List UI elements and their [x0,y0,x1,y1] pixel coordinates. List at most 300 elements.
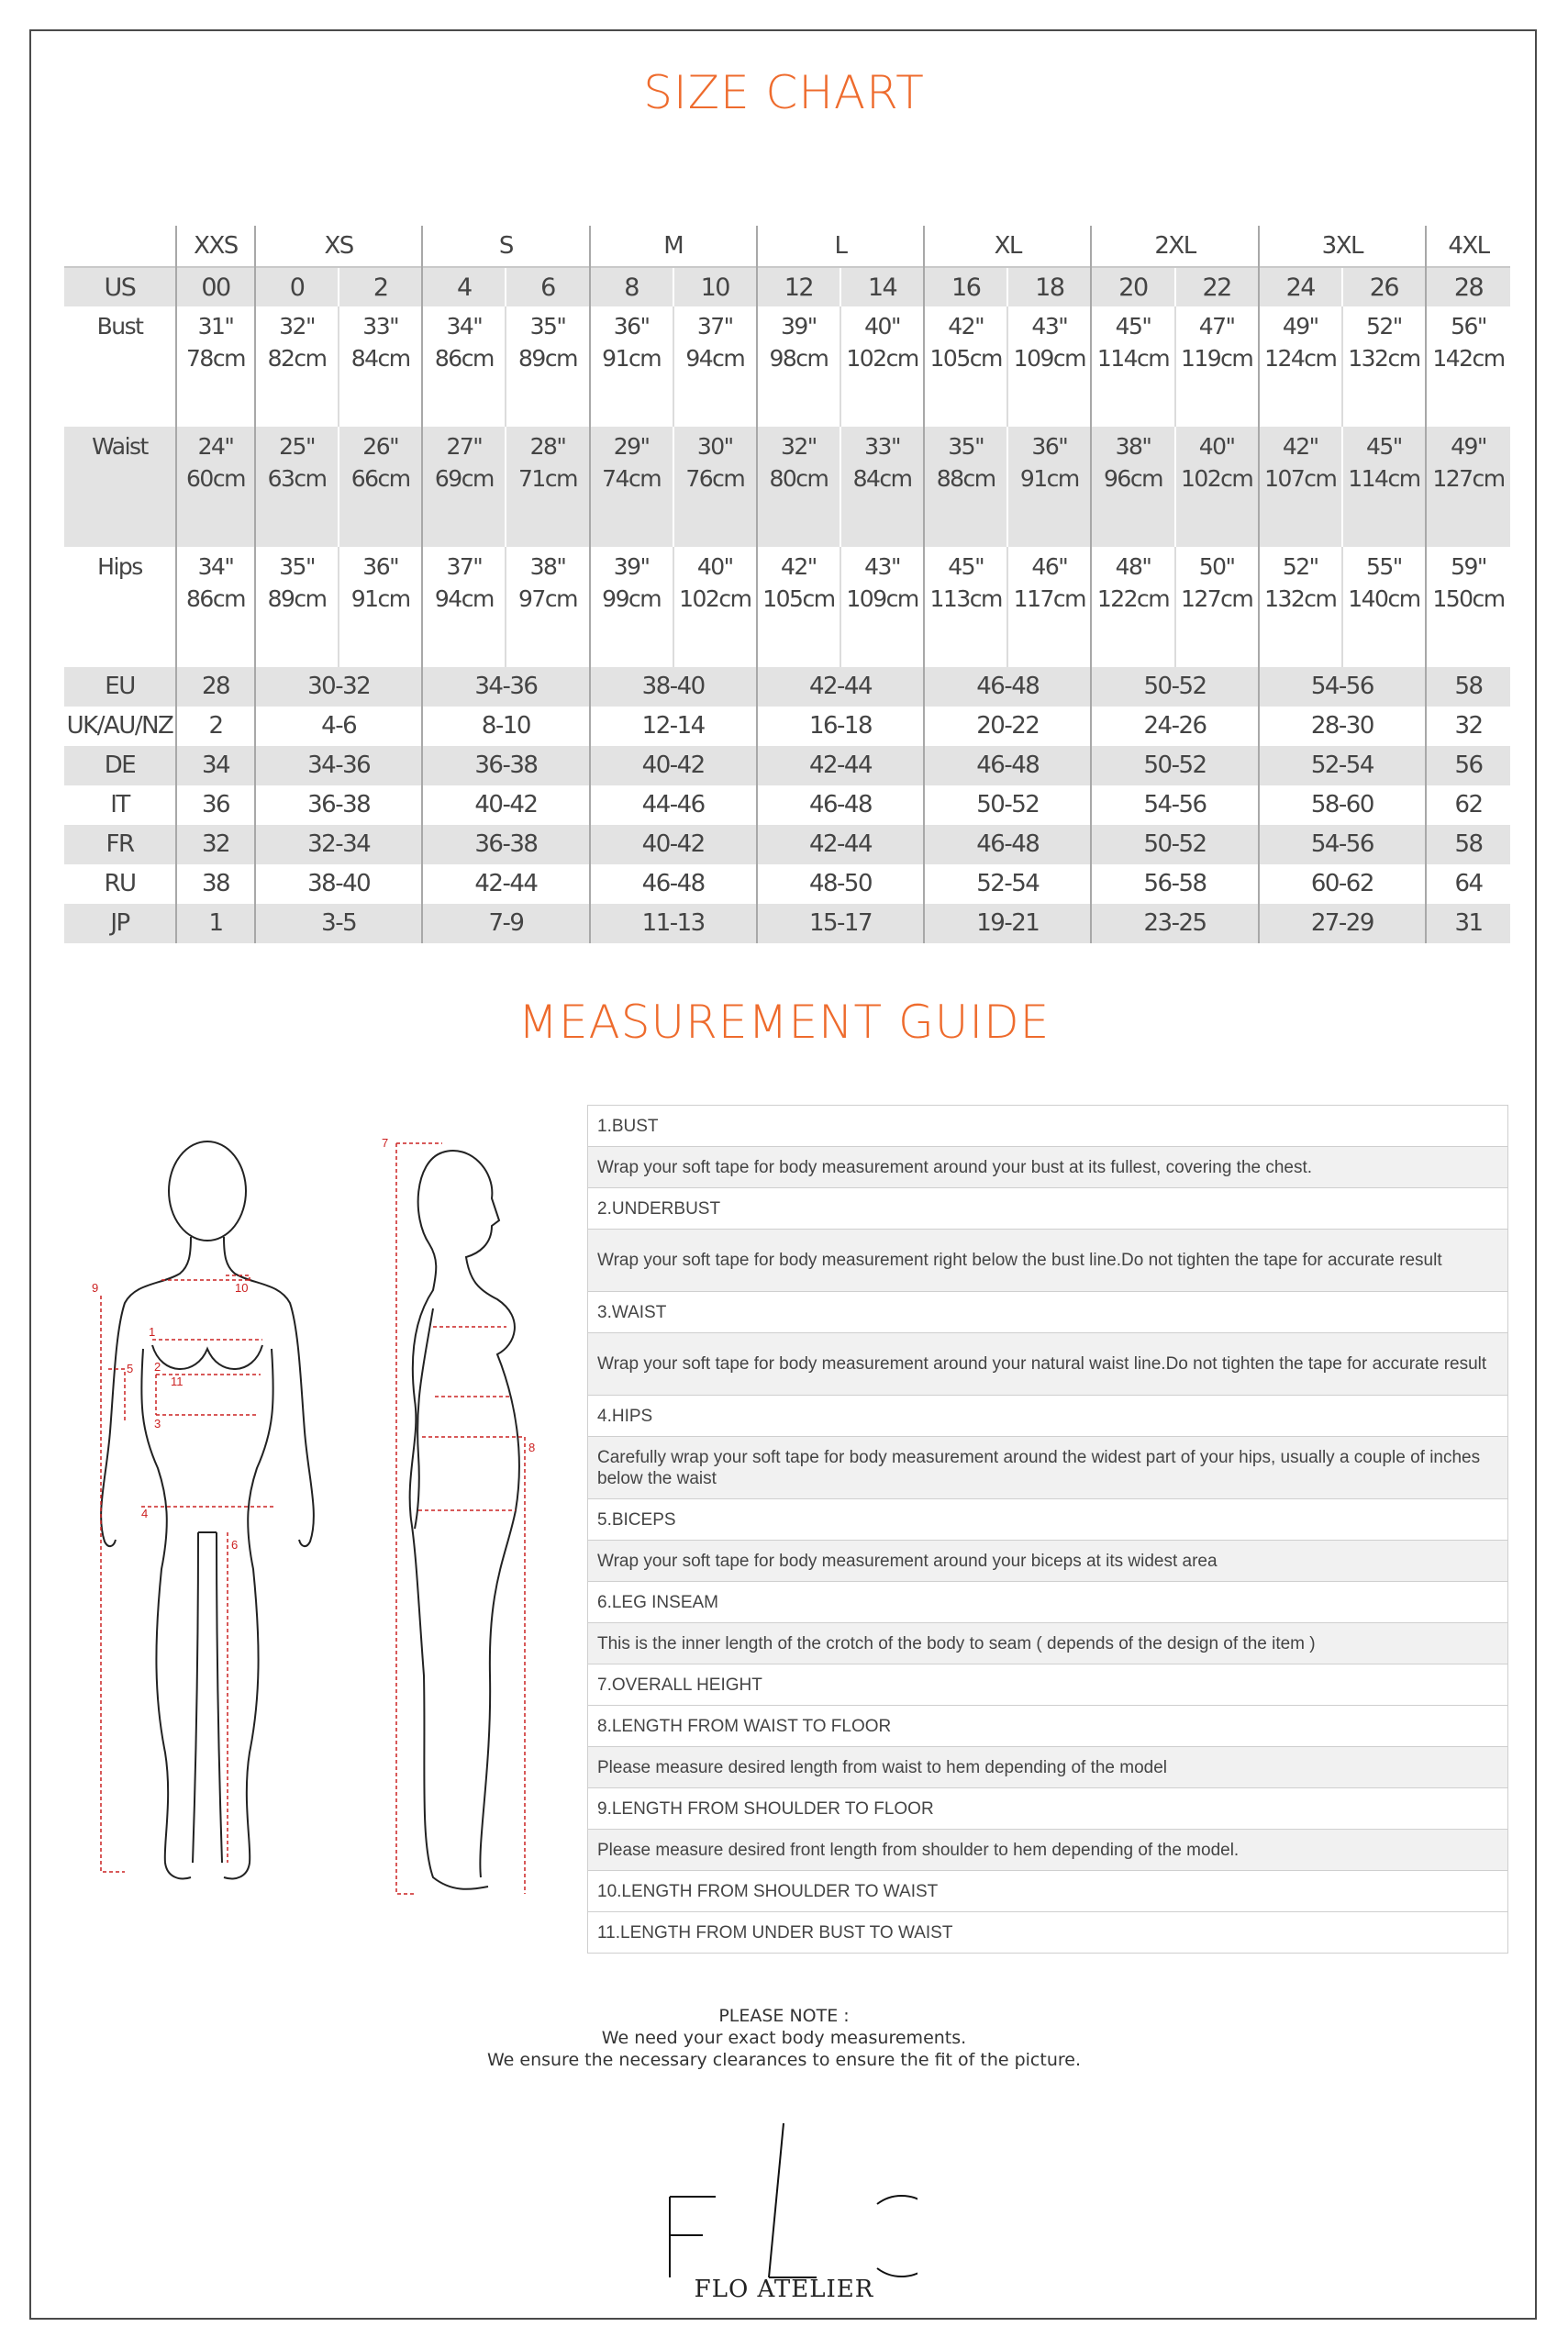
cm-value: 119cm [1180,345,1253,372]
measurement-cell [339,427,422,547]
measurement-label: Bust [96,313,143,340]
guide-heading-row [588,1106,1508,1147]
us-size-cell: 14 [840,267,924,306]
conversion-cell: 16-18 [757,707,924,746]
conversion-cell: 46-48 [757,785,924,825]
us-size-cell: 12 [757,267,840,306]
measurement-guide-table [587,1105,1508,1954]
cm-value: 91cm [1019,465,1079,492]
conversion-cell: 32 [1426,707,1510,746]
conversion-cell: 46-48 [924,667,1091,707]
size-group-l: L [757,226,924,267]
measurement-cell [1007,547,1091,667]
guide-heading: 8.LENGTH FROM WAIST TO FLOOR [588,1706,1508,1747]
guide-description: Wrap your soft tape for body measurement around your natural waist line.Do not tighten the tape for accurate result [588,1333,1508,1396]
measurement-cell [924,427,1007,547]
conversion-cell: 52-54 [924,864,1091,904]
measurement-cell [1091,547,1174,667]
cm-value: 124cm [1264,345,1337,372]
cm-value: 94cm [434,585,494,612]
us-size-cell: 4 [422,267,506,306]
conversion-cell: 46-48 [924,825,1091,864]
mark-9: 9 [92,1281,99,1295]
inch-value: 47" [1198,313,1235,340]
guide-heading: 10.LENGTH FROM SHOULDER TO WAIST [588,1871,1508,1912]
inch-value: 52" [1282,553,1318,580]
guide-heading: 5.BICEPS [588,1499,1508,1541]
measurement-cell [1007,427,1091,547]
conversion-cell: 12-14 [590,707,757,746]
conversion-cell: 3-5 [255,904,422,943]
cm-value: 114cm [1096,345,1170,372]
cm-value: 114cm [1348,465,1420,492]
conversion-cell: 42-44 [757,667,924,707]
cm-value: 113cm [929,585,1002,612]
us-size-cell: 6 [506,267,589,306]
cm-value: 142cm [1432,345,1505,372]
measurement-cell [590,547,673,667]
cm-value: 150cm [1432,585,1505,612]
guide-heading: 4.HIPS [588,1396,1508,1437]
conversion-cell: 60-62 [1259,864,1426,904]
measurement-cell [1175,427,1259,547]
cm-value: 102cm [1180,465,1253,492]
measurement-cell [422,427,506,547]
measurement-cell [176,306,255,427]
inch-value: 28" [529,433,566,460]
conversion-cell: 36-38 [422,825,589,864]
conversion-cell: 36 [176,785,255,825]
measurement-cell [1007,306,1091,427]
conversion-label: EU [64,667,176,707]
inch-value: 34" [197,553,234,580]
front-body-figure [88,1129,336,1918]
conversion-cell: 20-22 [924,707,1091,746]
inch-value: 39" [781,313,817,340]
measurement-cell [1259,306,1342,427]
guide-description: Wrap your soft tape for body measurement around your bust at its fullest, covering the chest. [588,1147,1508,1188]
conversion-cell: 64 [1426,864,1510,904]
cm-value: 109cm [846,585,918,612]
measurement-cell [176,427,255,547]
size-group-2xl: 2XL [1091,226,1258,267]
cm-value: 96cm [1104,465,1162,492]
measurement-cell [924,547,1007,667]
guide-heading-row [588,1396,1508,1437]
conversion-row-it [64,785,1510,825]
guide-heading-row [588,1706,1508,1747]
cm-value: 86cm [186,585,245,612]
cm-value: 86cm [434,345,494,372]
measurement-cell [1259,427,1342,547]
measurement-cell [255,427,339,547]
cm-value: 69cm [434,465,494,492]
cm-value: 140cm [1348,585,1420,612]
conversion-cell: 54-56 [1091,785,1258,825]
cm-value: 89cm [267,585,327,612]
inch-value: 35" [279,553,315,580]
cm-value: 84cm [350,345,410,372]
inch-value: 36" [362,553,399,580]
inch-value: 35" [948,433,984,460]
measurement-guide-title: MEASUREMENT GUIDE [517,996,1051,1049]
size-group-4xl: 4XL [1426,226,1510,267]
cm-value: 122cm [1096,585,1170,612]
measurement-cell [840,306,924,427]
conversion-cell: 36-38 [255,785,422,825]
conversion-cell: 2 [176,707,255,746]
conversion-cell: 46-48 [924,746,1091,785]
cm-value: 76cm [685,465,745,492]
measurement-cell [1342,547,1426,667]
measurement-cell [1175,306,1259,427]
cm-value: 102cm [679,585,751,612]
conversion-cell: 52-54 [1259,746,1426,785]
conversion-cell: 50-52 [1091,825,1258,864]
inch-value: 59" [1451,553,1486,580]
conversion-label: FR [64,825,176,864]
measurement-cell [757,547,840,667]
guide-description-row [588,1623,1508,1664]
inch-value: 32" [781,433,817,460]
corner-cell [64,226,176,267]
guide-heading: 6.LEG INSEAM [588,1582,1508,1623]
guide-heading-row [588,1188,1508,1230]
inch-value: 34" [446,313,483,340]
cm-value: 127cm [1432,465,1505,492]
cm-value: 91cm [350,585,410,612]
conversion-cell: 42-44 [757,746,924,785]
measurement-cell [255,306,339,427]
measurement-cell [840,427,924,547]
measurement-cell [1426,547,1510,667]
cm-value: 105cm [762,585,835,612]
inch-value: 29" [613,433,650,460]
conversion-cell: 28-30 [1259,707,1426,746]
us-size-cell: 8 [590,267,673,306]
inch-value: 49" [1282,313,1318,340]
conversion-row-uk-au-nz [64,707,1510,746]
please-note [0,2005,1568,2071]
cm-value: 132cm [1348,345,1420,372]
cm-value: 102cm [846,345,918,372]
cm-value: 82cm [267,345,327,372]
measurement-cell [422,547,506,667]
measurement-cell [506,547,589,667]
inch-value: 45" [1366,433,1402,460]
conversion-row-ru [64,864,1510,904]
conversion-cell: 56-58 [1091,864,1258,904]
cm-value: 74cm [602,465,662,492]
inch-value: 43" [864,553,900,580]
guide-heading-row [588,1912,1508,1954]
conversion-label: RU [104,870,136,897]
cm-value: 63cm [267,465,327,492]
cm-value: 94cm [685,345,745,372]
conversion-row-de [64,746,1510,785]
size-chart-title: SIZE CHART [643,66,925,119]
inch-value: 42" [1282,433,1318,460]
cm-value: 127cm [1180,585,1253,612]
cm-value: 66cm [350,465,410,492]
inch-value: 36" [1031,433,1068,460]
inch-value: 42" [781,553,817,580]
mark-5: 5 [127,1362,134,1375]
measurement-cell [673,547,757,667]
note-line-1: We need your exact body measurements. [601,2028,967,2048]
cm-value: 84cm [852,465,912,492]
us-size-cell: 22 [1175,267,1259,306]
conversion-cell: 38-40 [255,864,422,904]
measurement-cell [757,306,840,427]
measurement-cell [1426,306,1510,427]
measurement-cell [757,427,840,547]
measurement-label: Hips [97,553,142,580]
size-group-m: M [590,226,757,267]
guide-heading: 2.UNDERBUST [588,1188,1508,1230]
guide-heading-row [588,1292,1508,1333]
measurement-cell [176,547,255,667]
conversion-cell: 30-32 [255,667,422,707]
us-size-row [64,267,1510,306]
inch-value: 37" [696,313,733,340]
measurement-cell [339,547,422,667]
measurement-cell [1091,306,1174,427]
conversion-cell: 58 [1426,825,1510,864]
inch-value: 42" [948,313,984,340]
conversion-cell: 58-60 [1259,785,1426,825]
conversion-cell: 58 [1426,667,1510,707]
guide-heading-row [588,1499,1508,1541]
us-size-cell: 10 [673,267,757,306]
measurement-cell [339,306,422,427]
inch-value: 33" [362,313,399,340]
measurement-row-hips [64,547,1510,667]
guide-description: Please measure desired length from waist to hem depending of the model [588,1747,1508,1788]
inch-value: 25" [279,433,315,460]
guide-description: Wrap your soft tape for body measurement right below the bust line.Do not tighten the tape for accurate result [588,1230,1508,1292]
guide-description-row [588,1147,1508,1188]
inch-value: 40" [696,553,733,580]
measurement-cell [255,547,339,667]
inch-value: 38" [529,553,566,580]
us-size-cell: 20 [1091,267,1174,306]
measurement-cell [673,427,757,547]
guide-heading: 1.BUST [588,1106,1508,1147]
inch-value: 45" [948,553,984,580]
cm-value: 105cm [929,345,1002,372]
guide-description-row [588,1830,1508,1871]
guide-description: Carefully wrap your soft tape for body measurement around the widest part of your hips, usually a couple of inches below the waist [588,1437,1508,1499]
size-group-3xl: 3XL [1259,226,1426,267]
inch-value: 33" [864,433,900,460]
cm-value: 97cm [518,585,577,612]
size-group-s: S [422,226,589,267]
measurement-cell [590,306,673,427]
us-size-cell: 28 [1426,267,1510,306]
conversion-cell: 42-44 [757,825,924,864]
measurement-cell [1342,306,1426,427]
inch-value: 39" [613,553,650,580]
guide-heading: 3.WAIST [588,1292,1508,1333]
inch-value: 40" [864,313,900,340]
conversion-cell: 62 [1426,785,1510,825]
inch-value: 24" [197,433,234,460]
conversion-cell: 34 [176,746,255,785]
mark-2: 2 [154,1360,161,1374]
inch-value: 32" [279,313,315,340]
inch-value: 52" [1366,313,1402,340]
cm-value: 71cm [518,465,577,492]
conversion-label: UK/AU/NZ [66,712,173,740]
us-size-cell: 2 [339,267,422,306]
us-size-cell: 16 [924,267,1007,306]
conversion-cell: 56 [1426,746,1510,785]
inch-value: 48" [1115,553,1151,580]
guide-description-row [588,1541,1508,1582]
cm-value: 99cm [602,585,662,612]
conversion-label: IT [110,791,129,818]
conversion-cell: 36-38 [422,746,589,785]
guide-heading-row [588,1664,1508,1706]
conversion-cell: 28 [176,667,255,707]
conversion-cell: 15-17 [757,904,924,943]
us-size-cell: 26 [1342,267,1426,306]
inch-value: 27" [446,433,483,460]
conversion-cell: 4-6 [255,707,422,746]
mark-11: 11 [171,1375,183,1388]
cm-value: 109cm [1013,345,1085,372]
conversion-cell: 40-42 [590,746,757,785]
mark-8: 8 [528,1441,536,1454]
mark-7: 7 [382,1136,389,1150]
guide-heading: 9.LENGTH FROM SHOULDER TO FLOOR [588,1788,1508,1830]
inch-value: 36" [613,313,650,340]
cm-value: 80cm [769,465,828,492]
conversion-cell: 38-40 [590,667,757,707]
guide-description: Wrap your soft tape for body measurement around your biceps at its widest area [588,1541,1508,1582]
conversion-cell: 1 [176,904,255,943]
cm-value: 132cm [1264,585,1337,612]
guide-heading-row [588,1582,1508,1623]
measurement-cell [506,306,589,427]
conversion-row-jp [64,904,1510,943]
conversion-cell: 40-42 [590,825,757,864]
measurement-row-bust [64,306,1510,427]
conversion-cell: 31 [1426,904,1510,943]
cm-value: 60cm [186,465,245,492]
size-group-xs: XS [255,226,422,267]
measurement-cell [924,306,1007,427]
conversion-cell: 32 [176,825,255,864]
conversion-cell: 34-36 [422,667,589,707]
conversion-cell: 50-52 [924,785,1091,825]
conversion-cell: 32-34 [255,825,422,864]
cm-value: 91cm [602,345,662,372]
inch-value: 35" [529,313,566,340]
conversion-cell: 7-9 [422,904,589,943]
us-size-cell: 18 [1007,267,1091,306]
conversion-cell: 38 [176,864,255,904]
cm-value: 88cm [936,465,995,492]
cm-value: 78cm [186,345,245,372]
measurement-cell [1259,547,1342,667]
size-group-xxs: XXS [176,226,255,267]
guide-heading-row [588,1871,1508,1912]
conversion-cell: 34-36 [255,746,422,785]
measurement-cell [506,427,589,547]
cm-value: 117cm [1013,585,1085,612]
conversion-cell: 46-48 [590,864,757,904]
us-label: US [64,267,176,306]
inch-value: 46" [1031,553,1068,580]
conversion-cell: 50-52 [1091,667,1258,707]
conversion-cell: 44-46 [590,785,757,825]
measurement-cell [590,427,673,547]
mark-1: 1 [149,1325,156,1339]
guide-description-row [588,1437,1508,1499]
us-size-cell: 24 [1259,267,1342,306]
inch-value: 43" [1031,313,1068,340]
measurement-row-waist [64,427,1510,547]
us-size-cell: 0 [255,267,339,306]
conversion-row-eu [64,667,1510,707]
inch-value: 56" [1451,313,1486,340]
guide-heading-row [588,1788,1508,1830]
guide-heading: 7.OVERALL HEIGHT [588,1664,1508,1706]
mark-3: 3 [154,1417,161,1431]
conversion-cell: 24-26 [1091,707,1258,746]
measurement-cell [1426,427,1510,547]
conversion-cell: 11-13 [590,904,757,943]
measurement-label: Waist [64,427,176,547]
mark-6: 6 [231,1538,239,1552]
cm-value: 107cm [1264,465,1337,492]
cm-value: 89cm [518,345,577,372]
logo-wordmark: FLO ATELIER [694,2276,874,2303]
conversion-cell: 54-56 [1259,825,1426,864]
measurement-cell [1175,547,1259,667]
measurement-cell [1342,427,1426,547]
note-line-2: We ensure the necessary clearances to ensure the fit of the picture. [486,2050,1081,2070]
inch-value: 31" [197,313,234,340]
mark-10: 10 [235,1281,249,1295]
conversion-cell: 48-50 [757,864,924,904]
inch-value: 55" [1366,553,1402,580]
side-body-figure [378,1125,552,1923]
measurement-cell [840,547,924,667]
inch-value: 26" [362,433,399,460]
size-group-xl: XL [924,226,1091,267]
conversion-row-fr [64,825,1510,864]
inch-value: 38" [1115,433,1151,460]
inch-value: 30" [696,433,733,460]
measurement-cell [1091,427,1174,547]
measurement-cell [673,306,757,427]
inch-value: 49" [1451,433,1486,460]
conversion-cell: 40-42 [422,785,589,825]
inch-value: 45" [1115,313,1151,340]
guide-description: Please measure desired front length from shoulder to hem depending of the model. [588,1830,1508,1871]
inch-value: 50" [1198,553,1235,580]
cm-value: 98cm [769,345,828,372]
mark-4: 4 [141,1507,149,1520]
conversion-cell: 27-29 [1259,904,1426,943]
size-group-row [64,226,1510,267]
inch-value: 37" [446,553,483,580]
size-chart-table [64,226,1510,943]
conversion-cell: 50-52 [1091,746,1258,785]
